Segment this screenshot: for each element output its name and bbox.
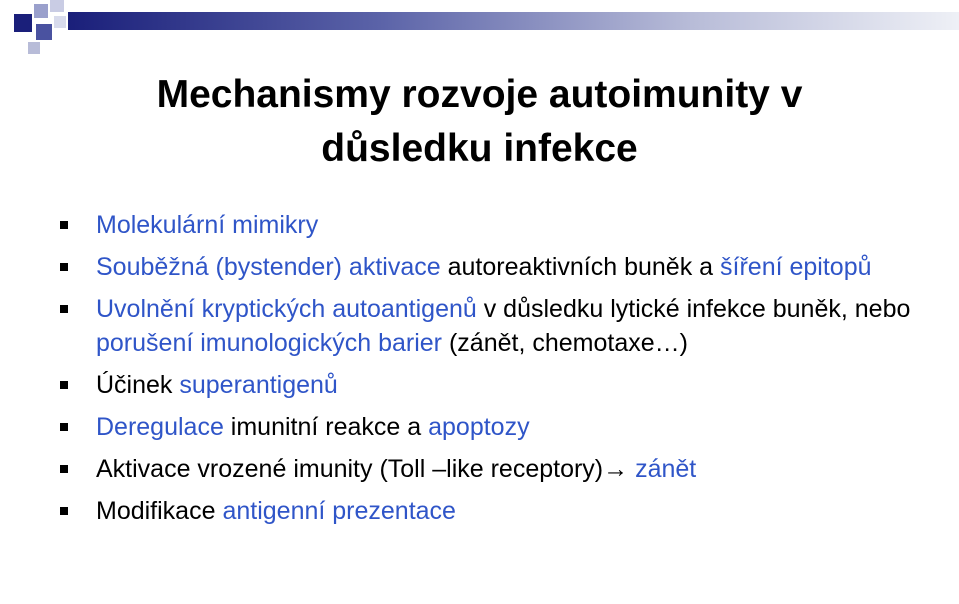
bullet-text: superantigenů xyxy=(179,371,338,399)
deco-square xyxy=(14,14,32,32)
bullet-text: Modifikace xyxy=(96,497,223,525)
bullet-marker-icon xyxy=(60,423,68,431)
bullet-text: (zánět, chemotaxe…) xyxy=(442,329,688,357)
bullet-text: Molekulární mimikry xyxy=(96,211,319,239)
bullet-marker-icon xyxy=(60,263,68,271)
bullet-text: Aktivace vrozené imunity (Toll –like receptory)→ xyxy=(96,455,636,483)
bullet-text: zánět xyxy=(635,455,697,483)
bullet-marker-icon xyxy=(60,221,68,229)
deco-square xyxy=(36,24,52,40)
slide-title xyxy=(0,68,959,176)
deco-square xyxy=(34,4,48,18)
header-decoration xyxy=(0,0,959,60)
bullet-marker-icon xyxy=(60,381,68,389)
bullet-marker-icon xyxy=(60,305,68,313)
bullet-marker-icon xyxy=(60,507,68,515)
bullet-text: Souběžná (bystender) aktivace xyxy=(96,253,441,281)
bullet-item xyxy=(58,208,948,242)
bullet-item xyxy=(58,452,948,486)
bullet-item xyxy=(58,494,948,528)
title-line-2: důsledku infekce xyxy=(321,127,638,170)
deco-square xyxy=(28,42,40,54)
bullet-marker-icon xyxy=(60,465,68,473)
bullet-text: imunitní reakce a xyxy=(223,413,429,441)
bullet-text: apoptozy xyxy=(428,413,530,441)
bullet-text: Uvolnění kryptických autoantigenů xyxy=(96,295,477,323)
title-line-1: Mechanismy rozvoje autoimunity v xyxy=(156,73,803,116)
bullet-text: Deregulace xyxy=(96,413,224,441)
deco-square xyxy=(50,0,64,12)
bullet-text: autoreaktivních buněk a xyxy=(440,253,721,281)
bullet-item xyxy=(58,368,948,402)
bullet-text: v důsledku lytické infekce buněk, nebo xyxy=(476,295,911,323)
bullet-text: porušení imunologických barier xyxy=(96,329,443,357)
bullet-list xyxy=(58,208,948,536)
deco-square xyxy=(54,16,66,28)
bullet-item xyxy=(58,250,948,284)
bullet-item xyxy=(58,410,948,444)
bullet-item xyxy=(58,292,948,360)
bullet-text: šíření epitopů xyxy=(720,253,872,281)
header-gradient-bar xyxy=(68,12,959,30)
bullet-text: Účinek xyxy=(96,371,180,399)
bullet-text: antigenní prezentace xyxy=(222,497,456,525)
